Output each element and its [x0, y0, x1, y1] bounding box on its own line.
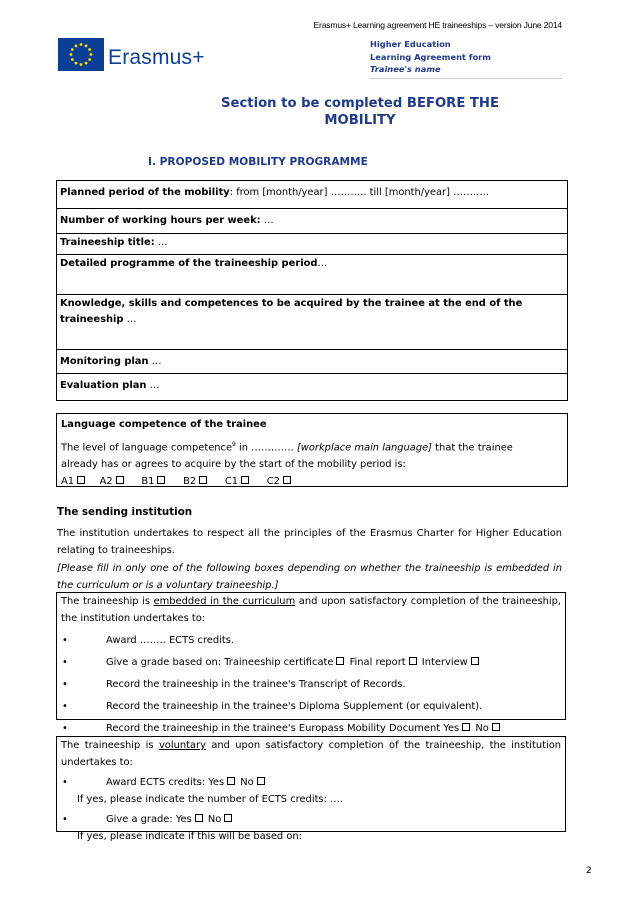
document-version-line: Erasmus+ Learning agreement HE traineeships – version June 2014 — [313, 20, 562, 30]
star-icon — [88, 48, 91, 51]
checkbox-icon[interactable] — [224, 814, 232, 822]
sending-institution-heading: The sending institution — [57, 506, 193, 518]
header-info — [370, 38, 491, 76]
checkbox-icon[interactable] — [195, 814, 203, 822]
language-heading: Language competence of the trainee — [61, 419, 267, 430]
embedded-intro-a: The traineeship is — [61, 596, 154, 607]
evaluation-plan-label: Evaluation plan — [60, 380, 147, 391]
voluntary-traineeship-box — [56, 736, 566, 842]
detailed-programme-label: Detailed programme of the traineeship period — [60, 258, 318, 269]
evaluation-plan-value: … — [146, 380, 160, 391]
knowledge-skills-value: … — [123, 314, 137, 325]
bullet-icon: • — [62, 657, 68, 668]
detailed-programme-row[interactable] — [57, 255, 568, 295]
star-icon — [80, 63, 83, 66]
knowledge-skills-label-cont: traineeship — [60, 314, 124, 325]
checkbox-icon[interactable] — [492, 723, 500, 731]
embedded-item-transcript — [61, 676, 561, 693]
level-b1-label: B1 — [141, 476, 155, 488]
embedded-item-europass — [61, 720, 561, 737]
header-line-3: Trainee's name — [370, 64, 441, 74]
embedded-traineeship-box — [56, 592, 566, 734]
eu-flag-icon — [58, 38, 104, 71]
ects-no-label: No — [240, 777, 254, 788]
checkbox-icon[interactable] — [336, 657, 344, 665]
footnote-ref: 9 — [232, 441, 236, 448]
ects-followup: If yes, please indicate the number of ECTS credits: …. — [77, 794, 344, 805]
language-text-a: The level of language competence — [61, 442, 233, 454]
bullet-icon: • — [62, 723, 68, 734]
voluntary-intro-a: The traineeship is — [61, 740, 159, 751]
traineeship-title-value: … — [154, 237, 168, 248]
embedded-intro — [61, 593, 561, 627]
checkbox-icon[interactable] — [409, 657, 417, 665]
grade-followup: If yes, please indicate if this will be based on: — [77, 831, 302, 842]
voluntary-intro — [61, 737, 561, 771]
monitoring-plan-label: Monitoring plan — [60, 356, 149, 367]
checkbox-icon[interactable] — [227, 777, 235, 785]
embedded-award-text: Award …….. ECTS credits. — [106, 635, 235, 646]
level-c2-label: C2 — [266, 476, 280, 488]
level-b2-label: B2 — [183, 476, 197, 488]
embedded-intro-b: and upon satisfactory completion of the traineeship, the institution undertakes to: — [61, 596, 562, 624]
section-title-line-2: MOBILITY — [324, 113, 396, 128]
checkbox-icon[interactable] — [77, 476, 85, 484]
bullet-icon: • — [62, 635, 68, 646]
language-text-d: that the trainee — [432, 442, 513, 454]
star-icon — [85, 62, 88, 65]
star-icon — [75, 62, 78, 65]
section-title-line-1: Section to be completed BEFORE THE — [221, 96, 499, 111]
star-icon — [71, 58, 74, 61]
embedded-item-diploma — [61, 698, 561, 715]
sending-paragraph: The institution undertakes to respect all the principles of the Erasmus Charter for Higher Education relating to traineeships. — [57, 528, 562, 556]
grade-interview-label: Interview — [421, 657, 468, 668]
bullet-icon: • — [62, 814, 68, 825]
header-divider — [370, 78, 562, 79]
grade-report-label: Final report — [349, 657, 406, 668]
working-hours-value: … — [260, 215, 274, 226]
grade-no-label: No — [207, 814, 222, 825]
grade-yes-label: Give a grade: Yes — [106, 814, 192, 825]
working-hours-row[interactable] — [57, 209, 568, 234]
header-line-2: Learning Agreement form — [370, 51, 491, 62]
working-hours-label: Number of working hours per week: — [60, 215, 261, 226]
checkbox-icon[interactable] — [462, 723, 470, 731]
level-c1[interactable] — [225, 476, 251, 487]
bullet-icon: • — [62, 777, 68, 788]
evaluation-plan-row[interactable] — [57, 374, 568, 401]
level-a2[interactable] — [100, 476, 126, 487]
level-c2[interactable] — [267, 476, 293, 487]
language-text-b: in …………. — [235, 442, 297, 454]
traineeship-title-row[interactable] — [57, 234, 568, 255]
monitoring-plan-value: … — [148, 356, 162, 367]
level-b2[interactable] — [183, 476, 209, 487]
level-c1-label: C1 — [224, 476, 239, 488]
planned-period-value: : from [month/year] ……….. till [month/year] ……….. — [229, 187, 490, 198]
star-icon — [75, 44, 78, 47]
voluntary-intro-underline: voluntary — [158, 740, 206, 751]
star-icon — [80, 43, 83, 46]
checkbox-icon[interactable] — [257, 777, 265, 785]
star-icon — [85, 44, 88, 47]
star-icon — [71, 48, 74, 51]
erasmus-logo — [58, 38, 218, 78]
voluntary-item-ects — [61, 774, 561, 791]
checkbox-icon[interactable] — [471, 657, 479, 665]
detailed-programme-value: … — [317, 258, 328, 269]
voluntary-item-grade — [61, 811, 561, 828]
ects-yes-label: Award ECTS credits: Yes — [106, 777, 225, 788]
bullet-icon: • — [62, 679, 68, 690]
brand-name: Erasmus+ — [108, 46, 205, 69]
level-a1-label: A1 — [61, 476, 75, 488]
grade-certificate-label: Give a grade based on: Traineeship certificate — [106, 657, 334, 668]
embedded-intro-underline: embedded in the curriculum — [153, 596, 296, 607]
sending-instructions: [Please fill in only one of the following boxes depending on whether the traineeship is embedded in the curriculum or is a voluntary traineeship.] — [57, 563, 562, 591]
programme-heading: I. PROPOSED MOBILITY PROGRAMME — [148, 156, 368, 168]
page-number: 2 — [586, 866, 592, 876]
star-icon — [70, 53, 73, 56]
header-line-1: Higher Education — [370, 39, 451, 49]
knowledge-skills-label: Knowledge, skills and competences to be acquired by the trainee at the end of the — [60, 298, 523, 309]
checkbox-icon[interactable] — [157, 476, 165, 484]
monitoring-plan-row[interactable] — [57, 350, 568, 374]
mobility-programme-table — [56, 180, 568, 401]
embedded-item-grade — [61, 654, 561, 671]
level-a1[interactable] — [61, 476, 87, 487]
checkbox-icon[interactable] — [116, 476, 124, 484]
transcript-text: Record the traineeship in the trainee's Transcript of Records. — [106, 679, 406, 690]
star-icon — [88, 58, 91, 61]
knowledge-skills-row[interactable] — [57, 295, 568, 350]
language-line-1 — [57, 436, 567, 456]
star-icon — [90, 53, 93, 56]
language-placeholder: [workplace main language] — [296, 442, 433, 454]
voluntary-intro-b: and upon satisfactory completion of the traineeship, the institution undertakes to: — [61, 740, 561, 768]
section-title — [160, 95, 560, 129]
planned-period-label: Planned period of the mobility — [60, 187, 230, 198]
language-line-2: already has or agrees to acquire by the start of the mobility period is: — [61, 459, 406, 471]
planned-period-row[interactable] — [57, 181, 568, 209]
language-competence-box — [56, 413, 568, 487]
traineeship-title-label: Traineeship title: — [60, 237, 155, 248]
bullet-icon: • — [62, 701, 68, 712]
europass-no-label: No — [475, 723, 489, 734]
checkbox-icon[interactable] — [283, 476, 291, 484]
checkbox-icon[interactable] — [241, 476, 249, 484]
level-a2-label: A2 — [99, 476, 113, 488]
checkbox-icon[interactable] — [199, 476, 207, 484]
language-levels — [57, 473, 567, 490]
diploma-text: Record the traineeship in the trainee's Diploma Supplement (or equivalent). — [106, 701, 483, 712]
embedded-item-award — [61, 632, 561, 649]
europass-text: Record the traineeship in the trainee's Europass Mobility Document Yes — [106, 723, 460, 734]
level-b1[interactable] — [141, 476, 167, 487]
